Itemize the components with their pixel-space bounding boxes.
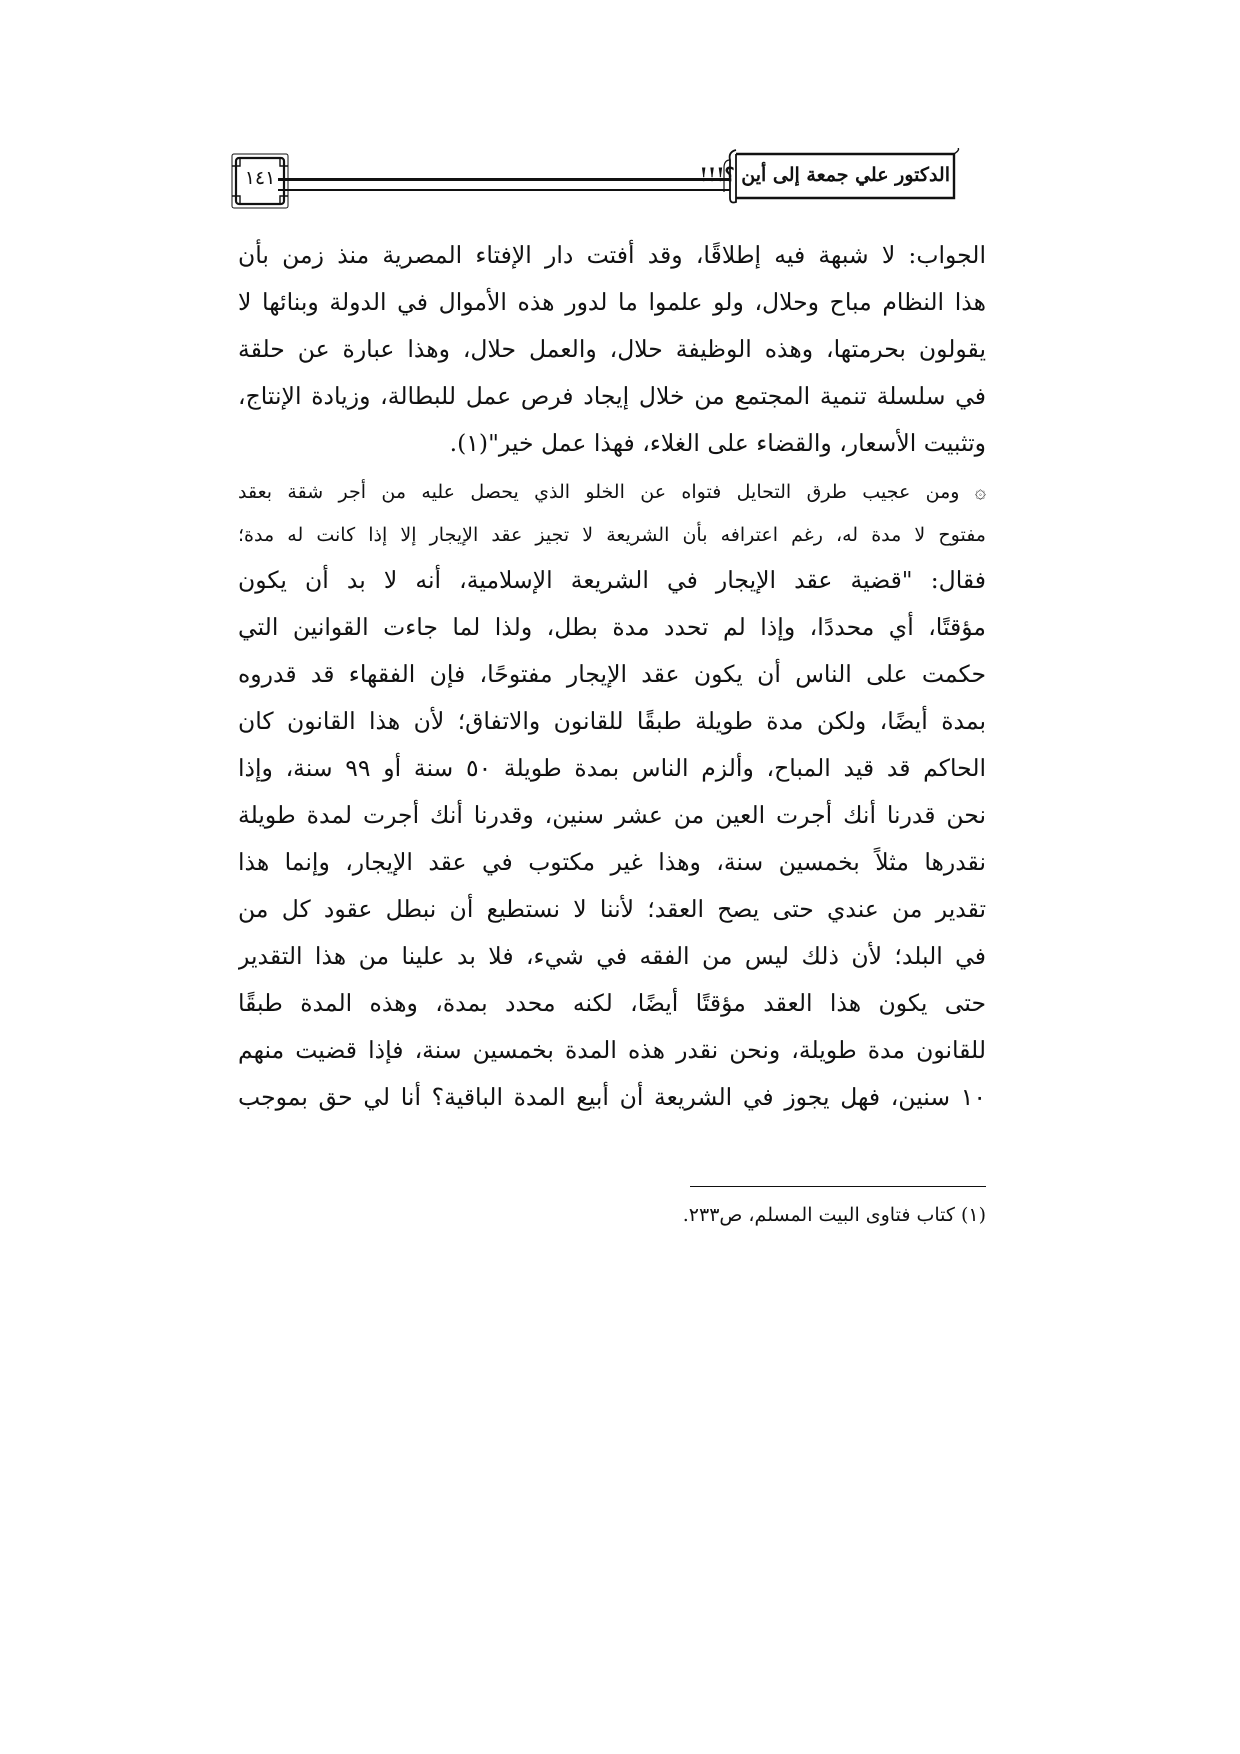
- page-header: [0, 0, 1240, 230]
- text-line: تقدير من عندي حتى يصح العقد؛ لأننا لا نستطيع أن نبطل عقود كل من: [238, 895, 986, 923]
- footnote-separator: [690, 1186, 986, 1187]
- text-line: ١٠ سنين، فهل يجوز في الشريعة أن أبيع المدة الباقية؟ أنا لي حق بموجب: [238, 1083, 986, 1111]
- text-line: نقدرها مثلاً بخمسين سنة، وهذا غير مكتوب في عقد الإيجار، وإنما هذا: [238, 848, 986, 876]
- text-line: نحن قدرنا أنك أجرت العين من عشر سنين، وقدرنا أنك أجرت لمدة طويلة: [238, 801, 986, 829]
- text-line: في البلد؛ لأن ذلك ليس من الفقه في شيء، فلا بد علينا من هذا التقدير: [238, 942, 986, 970]
- text-line: مفتوح لا مدة له، رغم اعترافه بأن الشريعة لا تجيز عقد الإيجار إلا إذا كانت له مدة؛: [238, 524, 986, 546]
- text-line: هذا النظام مباح وحلال، ولو علموا ما لدور هذه الأموال في الدولة وبنائها لا: [238, 288, 986, 316]
- text-line: مؤقتًا، أي محددًا، وإذا لم تحدد مدة بطل، ولذا لما جاءت القوانين التي: [238, 613, 986, 641]
- text-line: للقانون مدة طويلة، ونحن نقدر هذه المدة بخمسين سنة، فإذا قضيت منهم: [238, 1036, 986, 1064]
- text-line: الحاكم قد قيد المباح، وألزم الناس بمدة طويلة ٥٠ سنة أو ٩٩ سنة، وإذا: [238, 754, 986, 782]
- main-text: [238, 232, 986, 1121]
- text-line: الجواب: لا شبهة فيه إطلاقًا، وقد أفتت دار الإفتاء المصرية منذ زمن بأن: [238, 241, 986, 269]
- text-line: يقولون بحرمتها، وهذه الوظيفة حلال، والعمل حلال، وهذا عبارة عن حلقة: [238, 335, 986, 363]
- text-line: في سلسلة تنمية المجتمع من خلال إيجاد فرص عمل للبطالة، وزيادة الإنتاج،: [238, 382, 986, 410]
- paragraph-khulu-intro: [238, 471, 986, 557]
- text-line: وتثبيت الأسعار، والقضاء على الغلاء، فهذا عمل خير"(١).: [449, 429, 986, 457]
- footnote: (١) كتاب فتاوى البيت المسلم، ص٢٣٣.: [682, 1204, 986, 1226]
- header-rule-bottom: [278, 189, 730, 191]
- running-title: الدكتور علي جمعة إلى أين ؟!!!: [699, 164, 950, 186]
- text-line: بمدة أيضًا، ولكن مدة طويلة طبقًا للقانون والاتفاق؛ لأن هذا القانون كان: [238, 707, 986, 735]
- text-line: فقال: "قضية عقد الإيجار في الشريعة الإسلامية، أنه لا بد أن يكون: [238, 566, 986, 594]
- text-line: حتى يكون هذا العقد مؤقتًا أيضًا، لكنه محدد بمدة، وهذه المدة طبقًا: [238, 989, 986, 1017]
- page-number: ١٤١: [244, 167, 276, 189]
- running-title-scroll: [699, 148, 962, 206]
- paragraph-quote: [238, 557, 986, 1121]
- page-number-frame: [230, 152, 290, 210]
- header-rule-top: [278, 178, 730, 181]
- text-line: ۞ ومن عجيب طرق التحايل فتواه عن الخلو الذي يحصل عليه من أجر شقة بعقد: [238, 481, 986, 503]
- paragraph-answer: [238, 232, 986, 467]
- text-line: حكمت على الناس أن يكون عقد الإيجار مفتوحًا، فإن الفقهاء قد قدروه: [238, 660, 986, 688]
